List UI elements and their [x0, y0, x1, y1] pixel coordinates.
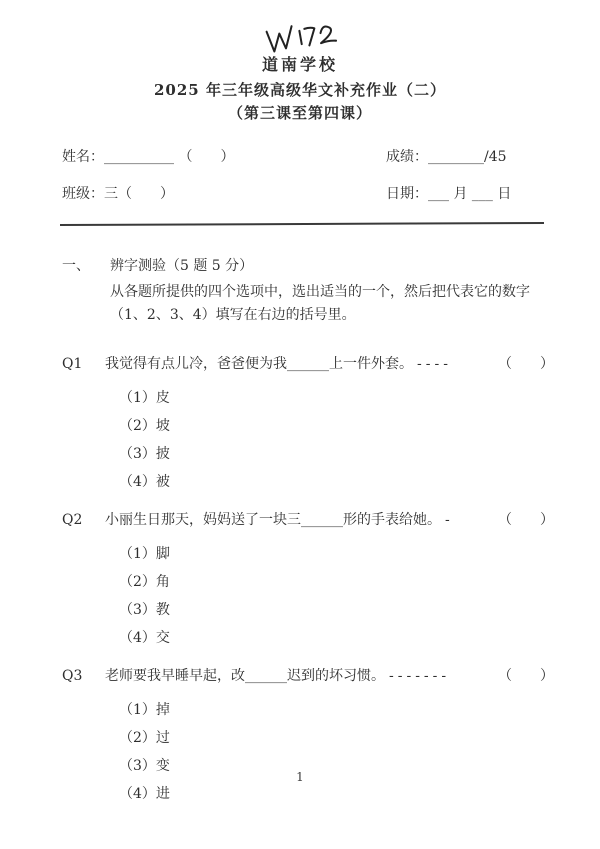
- question-text: 小丽生日那天，妈妈送了一块三______形的手表给她。: [105, 512, 441, 529]
- section-instructions: 从各题所提供的四个选项中，选出适当的一个，然后把代表它的数字（1、2、3、4）填写在右边的括号里。: [110, 284, 530, 323]
- question-text: 老师要我早睡早起，改______迟到的坏习惯。: [105, 668, 385, 685]
- question-line: [62, 354, 554, 374]
- handwritten-mark: [261, 16, 347, 62]
- score-row: [306, 146, 550, 166]
- option-line: （3）披: [119, 446, 170, 463]
- option-line: （3）教: [119, 602, 170, 619]
- option-list: [119, 696, 554, 808]
- question-dashes: ----: [417, 356, 452, 373]
- answer-box: （ ）: [498, 356, 554, 373]
- section-number: 一、: [62, 258, 90, 275]
- page-number: 1: [296, 770, 304, 784]
- section-title: 辨字测验（5 题 5 分）: [110, 258, 254, 275]
- option-line: （2）坡: [119, 418, 170, 435]
- class-label: 班级：: [62, 186, 104, 203]
- worksheet-subtitle: （第三课至第四课）: [227, 104, 372, 123]
- name-blank: __________: [104, 149, 174, 166]
- question-line: [62, 666, 554, 686]
- worksheet-title: 2025 年三年级高级华文补充作业（二）: [154, 81, 446, 100]
- question-id: Q1: [62, 356, 83, 373]
- question-block-q1: [62, 354, 554, 496]
- score-label: 成绩：: [386, 149, 428, 166]
- option-line: （2）过: [119, 730, 170, 747]
- name-label: 姓名：: [62, 149, 104, 166]
- answer-box: （ ）: [498, 512, 554, 529]
- class-value: 三（ ）: [104, 186, 174, 203]
- question-id: Q3: [62, 668, 83, 685]
- section-heading: [62, 255, 548, 275]
- date-value: ___ 月 ___ 日: [428, 186, 512, 203]
- name-paren-box: （ ）: [178, 149, 235, 166]
- section-one: [62, 255, 548, 326]
- score-total: /45: [484, 149, 507, 166]
- question-dashes: -: [445, 512, 454, 529]
- option-line: （1）掉: [119, 702, 170, 719]
- question-list: [62, 354, 554, 808]
- option-line: （4）进: [119, 786, 170, 803]
- option-line: （4）被: [119, 474, 170, 491]
- option-list: [119, 384, 554, 496]
- date-row: [306, 183, 550, 203]
- question-block-q3: [62, 666, 554, 808]
- option-line: （1）皮: [119, 390, 170, 407]
- question-line: [62, 510, 554, 530]
- page-footer: [0, 770, 600, 784]
- option-line: （3）变: [119, 758, 170, 775]
- divider-rule: [60, 222, 544, 226]
- question-text: 我觉得有点儿冷，爸爸便为我______上一件外套。: [105, 356, 413, 373]
- option-list: [119, 540, 554, 652]
- option-line: （2）角: [119, 574, 170, 591]
- option-line: （1）脚: [119, 546, 170, 563]
- school-name: 道南学校: [261, 55, 338, 74]
- question-block-q2: [62, 510, 554, 652]
- score-blank: ________: [428, 149, 484, 166]
- answer-box: （ ）: [498, 668, 554, 685]
- option-line: （4）交: [119, 630, 170, 647]
- student-info: [62, 146, 550, 203]
- name-row: [62, 146, 306, 166]
- question-id: Q2: [62, 512, 83, 529]
- date-label: 日期：: [386, 186, 428, 203]
- class-row: [62, 183, 306, 203]
- question-dashes: -------: [389, 668, 451, 685]
